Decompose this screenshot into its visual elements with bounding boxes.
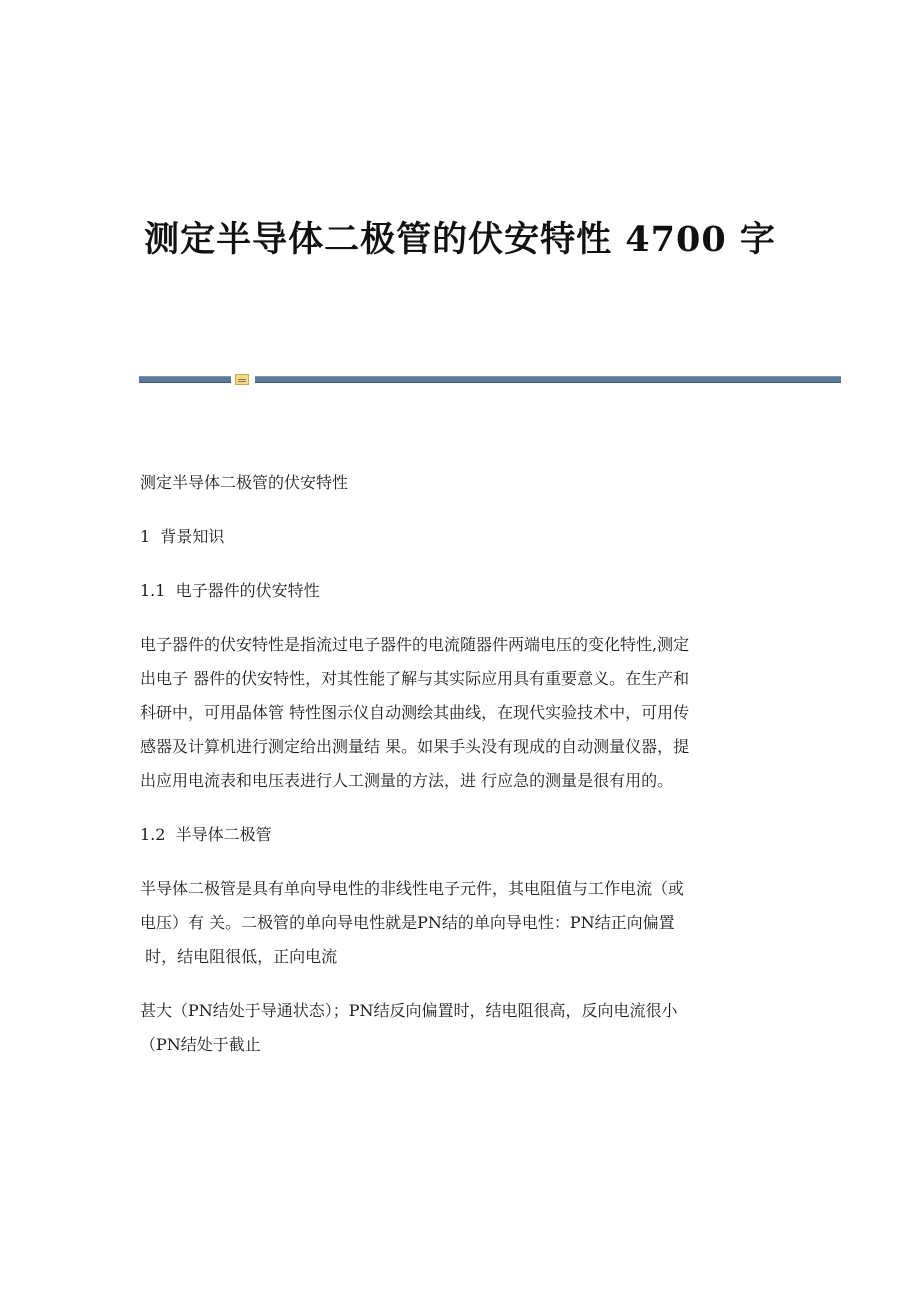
paragraph-line: 出电子 器件的伏安特性，对其性能了解与其实际应用具有重要意义。在生产和 — [140, 669, 690, 688]
section-heading-1: 1 背景知识 — [140, 527, 225, 546]
divider-ornament-icon — [235, 374, 249, 385]
paragraph-line: 电压）有 关。二极管的单向导电性就是PN结的单向导电性：PN结正向偏置 — [140, 913, 675, 932]
paragraph-line: 甚大（PN结处于导通状态）；PN结反向偏置时，结电阻很高，反向电流很小 — [140, 1001, 678, 1020]
paragraph-2 — [140, 872, 790, 974]
title-divider — [139, 374, 841, 384]
document-title: 测定半导体二极管的伏安特性 4700 字 — [144, 219, 776, 260]
paragraph-line: 感器及计算机进行测定给出测量结 果。如果手头没有现成的自动测量仪器，提 — [140, 737, 690, 756]
paragraph-line: 时，结电阻很低，正向电流 — [140, 947, 338, 966]
paragraph-line: 半导体二极管是具有单向导电性的非线性电子元件，其电阻值与工作电流（或 — [140, 879, 685, 898]
divider-bar-right — [255, 376, 841, 383]
paragraph-line: （PN结处于截止 — [140, 1035, 261, 1054]
main-heading: 测定半导体二极管的伏安特性 — [140, 473, 349, 492]
paragraph-1 — [140, 628, 790, 798]
paragraph-line: 出应用电流表和电压表进行人工测量的方法，进 行应急的测量是很有用的。 — [140, 771, 674, 790]
section-heading-1-2: 1.2 半导体二极管 — [140, 825, 272, 844]
document-body — [140, 466, 790, 1062]
section-heading-1-1: 1.1 电子器件的伏安特性 — [140, 581, 320, 600]
paragraph-line: 电子器件的伏安特性是指流过电子器件的电流随器件两端电压的变化特性,测定 — [140, 635, 690, 654]
divider-bar-left — [139, 376, 231, 383]
paragraph-line: 科研中，可用晶体管 特性图示仪自动测绘其曲线，在现代实验技术中，可用传 — [140, 703, 690, 722]
paragraph-3 — [140, 994, 790, 1062]
